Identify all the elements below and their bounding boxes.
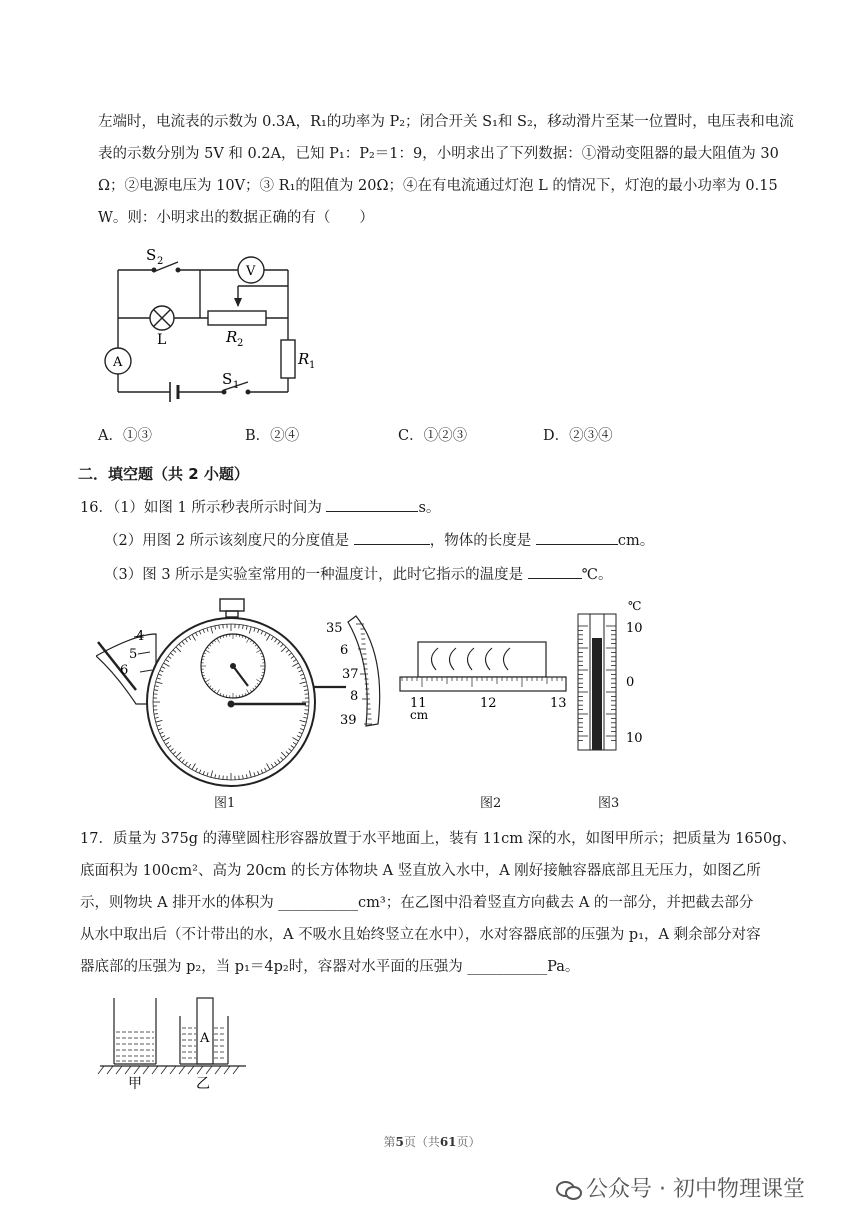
fig2-tick-12: 12 bbox=[480, 696, 497, 711]
option-b[interactable]: B．②④ bbox=[245, 428, 300, 444]
fig1-inner-tick-6: 6 bbox=[120, 663, 129, 678]
watermark-text: 公众号 · 初中物理课堂 bbox=[586, 1177, 805, 1202]
footer-mid: 页（共 bbox=[403, 1135, 440, 1149]
label-lamp: L bbox=[157, 332, 167, 348]
q16-p2-mid: ，物体的长度是 bbox=[429, 533, 532, 549]
q15-line-2: 表的示数分别为 5V 和 0.2A，已知 P₁：P₂＝1：9，小明求出了下列数据：①滑动变阻器的最大阻值为 30 bbox=[98, 146, 779, 162]
fig3-tick-0: 0 bbox=[626, 675, 635, 690]
label-r2-sub: 2 bbox=[237, 338, 244, 349]
label-r1: R bbox=[298, 350, 310, 368]
fig3-tick-10-bottom: 10 bbox=[626, 731, 643, 746]
fig1-zoom-tick-39: 39 bbox=[340, 713, 357, 728]
ruler-figure bbox=[396, 640, 576, 730]
label-s2: S bbox=[146, 246, 157, 264]
label-r2: R bbox=[226, 328, 238, 346]
q16-blank-3[interactable] bbox=[536, 530, 618, 545]
footer-prefix: 第 bbox=[383, 1135, 396, 1149]
fig1-zoom-tick-37: 37 bbox=[342, 667, 359, 682]
fig1-zoom-tick-8: 8 bbox=[350, 689, 359, 704]
containers-figure bbox=[96, 994, 256, 1094]
fig2-tick-11: 11 bbox=[410, 696, 427, 711]
fig2-caption: 图2 bbox=[480, 796, 502, 811]
q17-line-2: 底面积为 100cm²、高为 20cm 的长方体物块 A 竖直放入水中，A 刚好接触容器底部且无压力，如图乙所 bbox=[80, 863, 761, 879]
wechat-icon bbox=[556, 1179, 580, 1199]
fig-jia-caption: 甲 bbox=[128, 1076, 142, 1092]
fig1-zoom-tick-35: 35 bbox=[326, 621, 343, 636]
q16-number: 16． bbox=[80, 500, 113, 516]
fig3-unit: ℃ bbox=[628, 599, 642, 613]
q17-line-4: 从水中取出后（不计带出的水，A 不吸水且始终竖立在水中），水对容器底部的压强为 p₁，A 剩余部分对容 bbox=[80, 927, 761, 943]
q16-p2-text: （2）用图 2 所示该刻度尺的分度值是 bbox=[104, 533, 350, 549]
fig2-unit: cm bbox=[410, 708, 429, 722]
q16-p3-unit: ℃。 bbox=[581, 567, 613, 583]
option-a[interactable]: A．①③ bbox=[98, 428, 152, 444]
thermometer-figure bbox=[570, 598, 680, 758]
fig1-zoom-tick-6: 6 bbox=[340, 643, 349, 658]
page-footer bbox=[0, 1133, 864, 1150]
fig1-caption: 图1 bbox=[214, 796, 236, 811]
option-d[interactable]: D．②③④ bbox=[543, 428, 613, 444]
q15-line-1: 左端时，电流表的示数为 0.3A，R₁的功率为 P₂；闭合开关 S₁和 S₂，移动滑片至某一位置时，电压表和电流 bbox=[98, 114, 794, 130]
label-s1: S bbox=[222, 370, 233, 388]
fig1-inner-tick-4: 4 bbox=[136, 629, 145, 644]
stopwatch-figure bbox=[96, 594, 396, 794]
footer-page: 5 bbox=[395, 1135, 404, 1149]
label-s2-sub: 2 bbox=[157, 256, 164, 267]
block-a-label: A bbox=[200, 1031, 210, 1046]
label-s1-sub: 1 bbox=[233, 380, 240, 391]
q17-text bbox=[80, 823, 796, 983]
footer-total: 61 bbox=[439, 1135, 457, 1149]
q16-blank-2[interactable] bbox=[354, 530, 430, 545]
q16-p1-unit: s。 bbox=[418, 500, 441, 516]
q16-part2 bbox=[104, 529, 654, 559]
q17-line-5: 器底部的压强为 p₂，当 p₁＝4p₂时，容器对水平面的压强为 ___________Pa。 bbox=[80, 959, 580, 975]
q16-p3-text: （3）图 3 所示是实验室常用的一种温度计，此时它指示的温度是 bbox=[104, 567, 524, 583]
fig-yi-caption: 乙 bbox=[196, 1076, 210, 1092]
fig3-caption: 图3 bbox=[598, 796, 620, 811]
label-ammeter: A bbox=[113, 355, 123, 370]
label-voltmeter: V bbox=[246, 264, 256, 279]
option-c[interactable]: C．①②③ bbox=[398, 428, 468, 444]
q15-text bbox=[98, 106, 794, 234]
q16-p2-unit: cm。 bbox=[617, 533, 655, 549]
q16-blank-4[interactable] bbox=[528, 564, 582, 579]
watermark bbox=[556, 1172, 805, 1203]
fig1-inner-tick-5: 5 bbox=[129, 647, 138, 662]
q17-line-3: 示，则物块 A 排开水的体积为 ___________cm³；在乙图中沿着竖直方向截去 A 的一部分，并把截去部分 bbox=[80, 895, 754, 911]
q17-line-1: 17．质量为 375g 的薄壁圆柱形容器放置于水平地面上，装有 11cm 深的水，如图甲所示；把质量为 1650g、 bbox=[80, 831, 796, 847]
q15-line-3: Ω；②电源电压为 10V；③ R₁的阻值为 20Ω；④在有电流通过灯泡 L 的情况下，灯泡的最小功率为 0.15 bbox=[98, 178, 778, 194]
q16-part3 bbox=[104, 563, 613, 593]
fig3-tick-10-top: 10 bbox=[626, 621, 643, 636]
q16-blank-1[interactable] bbox=[326, 497, 418, 512]
q16-p1-text: （1）如图 1 所示秒表所示时间为 bbox=[112, 500, 322, 516]
footer-suffix: 页） bbox=[456, 1135, 481, 1149]
circuit-diagram bbox=[98, 240, 328, 420]
q16-part1 bbox=[80, 496, 440, 526]
label-r1-sub: 1 bbox=[309, 360, 316, 371]
fig2-tick-13: 13 bbox=[550, 696, 567, 711]
section-title: 二．填空题（共 2 小题） bbox=[78, 465, 249, 483]
q15-options bbox=[98, 424, 738, 454]
q15-line-4: W。则：小明求出的数据正确的有（ ） bbox=[98, 210, 374, 226]
